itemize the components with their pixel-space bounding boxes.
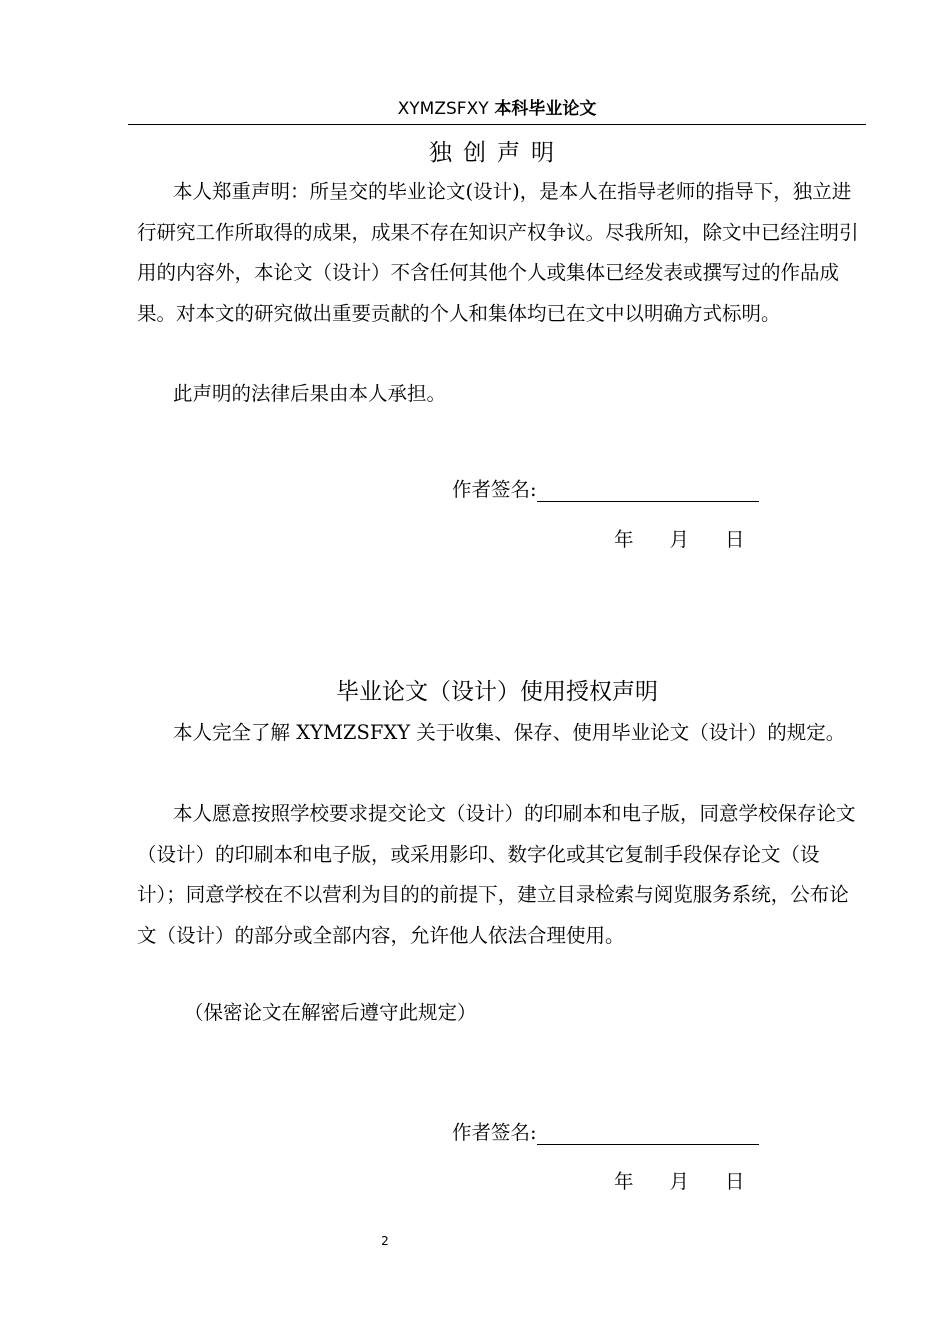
signature-line[interactable] — [537, 1122, 759, 1145]
date-month-label: 月 — [669, 528, 690, 551]
page-header — [128, 96, 866, 125]
declaration-paragraph-2: 此声明的法律后果由本人承担。 — [173, 382, 447, 405]
signature-label: 作者签名: — [452, 478, 537, 501]
date-year-label: 年 — [614, 528, 634, 551]
header-school-code: XYMZSFXY — [397, 99, 489, 119]
authorization-date — [614, 1166, 745, 1194]
authorization-signature — [452, 1117, 759, 1145]
signature-label: 作者签名: — [452, 1121, 537, 1144]
declaration-title: 独创声明 — [429, 140, 565, 166]
declaration-signature — [452, 474, 759, 502]
date-day-label: 日 — [725, 1170, 745, 1193]
declaration-date — [614, 524, 745, 552]
authorization-paragraph-2: 本人愿意按照学校要求提交论文（设计）的印刷本和电子版，同意学校保存论文（设计）的印刷本和电子版，或采用影印、数字化或其它复制手段保存论文（设计）；同意学校在不以营利为目的的前提下，建立目录检索与阅览服务系统，公布论文（设计）的部分或全部内容，允许他人依法合理使用。 — [137, 802, 856, 947]
date-month-label: 月 — [669, 1170, 690, 1193]
date-day-label: 日 — [725, 528, 745, 551]
signature-line[interactable] — [537, 479, 759, 502]
authorization-paragraph-1: 本人完全了解 XYMZSFXY 关于收集、保存、使用毕业论文（设计）的规定。 — [173, 721, 846, 744]
date-year-label: 年 — [614, 1170, 634, 1193]
page-number: 2 — [381, 1234, 389, 1248]
header-thesis-label: 本科毕业论文 — [494, 99, 597, 119]
authorization-note: （保密论文在解密后遵守此规定） — [184, 1001, 477, 1024]
declaration-paragraph-1: 本人郑重声明：所呈交的毕业论文(设计)，是本人在指导老师的指导下，独立进行研究工作所取得的成果，成果不存在知识产权争议。尽我所知，除文中已经注明引用的内容外，本论文（设计）不含任何其他个人或集体已经发表或撰写过的作品成果。对本文的研究做出重要贡献的个人和集体均已在文中以明确方式标明。 — [137, 180, 859, 325]
authorization-title: 毕业论文（设计）使用授权声明 — [336, 679, 658, 705]
